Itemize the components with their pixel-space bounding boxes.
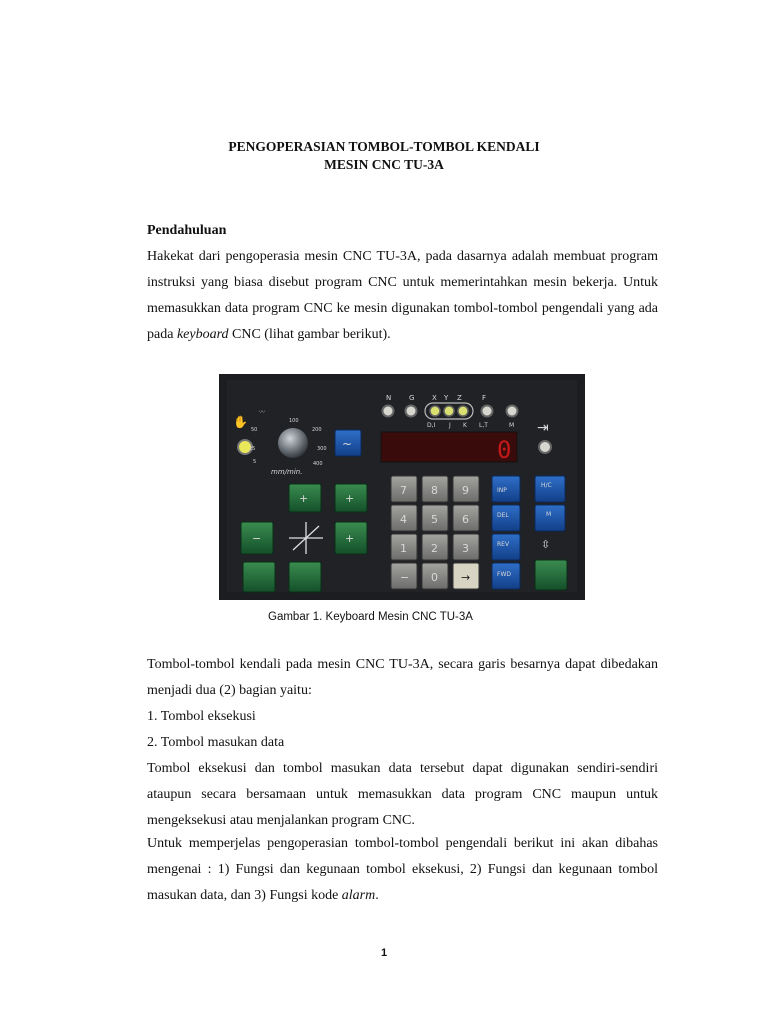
key-8-label: 8 bbox=[431, 484, 438, 497]
feed-rate-knob[interactable] bbox=[278, 428, 308, 458]
dial-tick-25: 25 bbox=[249, 446, 256, 452]
display-digit: 0 bbox=[497, 436, 512, 464]
label-k: K bbox=[463, 422, 467, 429]
lamp-f bbox=[482, 406, 493, 417]
document-title bbox=[0, 138, 768, 174]
keyboard-emphasis: keyboard bbox=[176, 327, 229, 342]
key-del-label: DEL bbox=[497, 512, 509, 519]
lamp-z bbox=[458, 406, 468, 416]
label-x: X bbox=[432, 394, 437, 402]
key-0-label: 0 bbox=[431, 571, 438, 584]
dial-tick-50: 50 bbox=[251, 427, 258, 433]
key-3-label: 3 bbox=[462, 542, 469, 555]
key-7-label: 7 bbox=[400, 484, 407, 497]
dial-tick-300: 300 bbox=[317, 446, 327, 452]
paragraph-3: Tombol eksekusi dan tombol masukan data tersebut dapat digunakan sendiri-sendiri ataupun secara bersamaan untuk memasukkan data program CNC maupun untuk mengeksekusi atau menjalankan program CNC. bbox=[147, 761, 658, 828]
key-2-label: 2 bbox=[431, 542, 438, 555]
label-g: G bbox=[409, 394, 415, 402]
key-start-green[interactable] bbox=[535, 560, 567, 590]
label-z: Z bbox=[457, 394, 462, 402]
key-hc-label: H/C bbox=[541, 482, 552, 489]
title-line-1: PENGOPERASIAN TOMBOL-TOMBOL KENDALI bbox=[228, 139, 540, 154]
label-n: N bbox=[386, 394, 392, 402]
lamp-n bbox=[383, 406, 394, 417]
key-arrow-label: → bbox=[461, 571, 471, 584]
key-1-label: 1 bbox=[400, 542, 407, 555]
key-inp-label: INP bbox=[497, 487, 507, 494]
lamp-g bbox=[406, 406, 417, 417]
intro-text-a: Hakekat dari pengoperasia mesin CNC TU-3A, pada dasarnya adalah membuat program instruksi yang biasa disebut program CNC untuk memerintahkan mesin bekerja. Untuk memasukkan data program CNC ke mesin digunakan tombol-tombol pengendali yang ada pada bbox=[147, 249, 658, 342]
key-6-label: 6 bbox=[462, 513, 469, 526]
key-rev-label: REV bbox=[497, 541, 510, 548]
key-9-label: 9 bbox=[462, 484, 469, 497]
label-y: Y bbox=[444, 394, 449, 402]
paragraph-4 bbox=[147, 831, 658, 909]
dial-tick-400: 400 bbox=[313, 461, 323, 467]
dial-tick-5: 5 bbox=[253, 459, 257, 465]
intro-paragraph bbox=[147, 244, 658, 348]
label-di: D,I bbox=[427, 422, 436, 429]
para4-text-a: Untuk memperjelas pengoperasian tombol-tombol pengendali berikut ini akan dibahas mengenai : 1) Fungsi dan kegunaan tombol eksekusi, 2) Fungsi dan kegunaan tombol masukan data, dan 3) Fungsi kode bbox=[147, 836, 658, 903]
dial-tick-200: 200 bbox=[312, 427, 322, 433]
key-fwd-label: FWD bbox=[497, 571, 512, 578]
tilde-symbol: ~ bbox=[342, 437, 353, 451]
dial-tick-100: 100 bbox=[289, 418, 299, 424]
para4-text-b: . bbox=[375, 888, 379, 903]
plus-symbol: + bbox=[299, 492, 309, 505]
list-item: 2. Tombol masukan data bbox=[147, 735, 285, 750]
label-f: F bbox=[482, 394, 487, 402]
hand-icon: ✋ bbox=[233, 415, 248, 429]
section-heading: Pendahuluan bbox=[147, 223, 227, 238]
cycle-start-icon: ⇳ bbox=[541, 538, 551, 551]
key-5-label: 5 bbox=[431, 513, 438, 526]
label-lt: L,T bbox=[479, 422, 488, 429]
paragraph-2: Tombol-tombol kendali pada mesin CNC TU-3A, secara garis besarnya dapat dibedakan menjadi dua (2) bagian yaitu: bbox=[147, 657, 658, 698]
label-m: M bbox=[509, 422, 515, 429]
page-number: 1 bbox=[380, 947, 388, 959]
figure-caption: Gambar 1. Keyboard Mesin CNC TU-3A bbox=[268, 611, 473, 623]
lamp-y bbox=[444, 406, 454, 416]
alarm-emphasis: alarm bbox=[341, 888, 376, 903]
key-minus-label: − bbox=[400, 571, 410, 584]
key-m-label: M bbox=[546, 511, 552, 518]
list-item: 1. Tombol eksekusi bbox=[147, 709, 256, 724]
key-4-label: 4 bbox=[400, 513, 407, 526]
key-minus-y[interactable] bbox=[243, 562, 275, 592]
plus-symbol: + bbox=[345, 532, 355, 545]
lamp-x bbox=[430, 406, 440, 416]
arrow-right-icon: ⇥ bbox=[537, 420, 549, 436]
keyboard-illustration bbox=[219, 374, 585, 600]
key-minus-z[interactable] bbox=[289, 562, 321, 592]
key-m[interactable] bbox=[535, 505, 565, 531]
intro-text-b: CNC (lihat gambar berikut). bbox=[228, 327, 391, 342]
title-line-2: MESIN CNC TU-3A bbox=[324, 157, 444, 172]
key-hc[interactable] bbox=[535, 476, 565, 502]
minus-symbol: − bbox=[252, 532, 262, 545]
lamp-m bbox=[507, 406, 518, 417]
keyboard-photo bbox=[219, 374, 585, 600]
label-j: J bbox=[449, 422, 451, 429]
dial-unit-label: mm/min. bbox=[271, 468, 303, 476]
dial-wave-icon: 〰 bbox=[259, 409, 266, 416]
plus-symbol: + bbox=[345, 492, 355, 505]
lamp-right bbox=[539, 441, 551, 453]
